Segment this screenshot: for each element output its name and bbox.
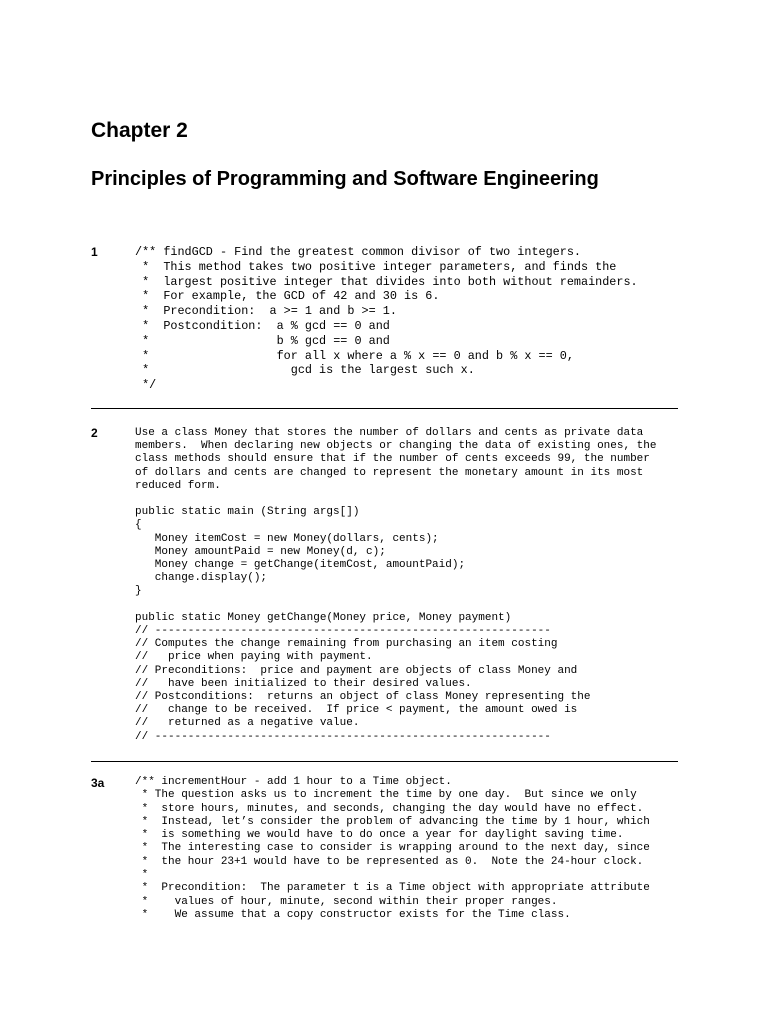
problem-1-number: 1 xyxy=(91,245,98,259)
section-title: Principles of Programming and Software Engineering xyxy=(91,168,599,190)
problem-2-number: 2 xyxy=(91,426,98,440)
chapter-title: Chapter 2 xyxy=(91,119,188,142)
problem-3a-number: 3a xyxy=(91,776,105,790)
problem-1-code: /** findGCD - Find the greatest common divisor of two integers. * This method takes two positive integer parameters, and finds the * largest positive integer that divides into both without remainders. * For example, the GCD of 42 and 30 is 6. * Precondition: a >= 1 and b >= 1. * Postcondition: a % gcd == 0 and * b % gcd == 0 and * for all x where a % x == 0 and b % x == 0, * gcd is the largest such x. */ xyxy=(135,245,638,393)
divider-2 xyxy=(91,761,678,762)
problem-3a-code: /** incrementHour - add 1 hour to a Time object. * The question asks us to increment the time by one day. But since we only * store hours, minutes, and seconds, changing the day would have no effect. * Instead, let’s consider the problem of advancing the time by 1 hour, which * is something we would have to do once a year for daylight saving time. * The interesting case to consider is wrapping around to the next day, since * the hour 23+1 would have to be represented as 0. Note the 24-hour clock. * * Precondition: The parameter t is a Time object with appropriate attribute * values of hour, minute, second within their proper ranges. * We assume that a copy constructor exists for the Time class. xyxy=(135,776,650,921)
problem-2-text: Use a class Money that stores the number of dollars and cents as private data members. When declaring new objects or changing the data of existing ones, the class methods should ensure that if the number of cents exceeds 99, the number of dollars and cents are changed to represent the monetary amount in its most reduced form. public static main (String args[]) { Money itemCost = new Money(dollars, cents); Money amountPaid = new Money(d, c); Money change = getChange(itemCost, amountPaid); change.display(); } public static Money getChange(Money price, Money payment) // ------------------------------------------------------------ // Computes the change remaining from purchasing an item costing // price when paying with payment. // Preconditions: price and payment are objects of class Money and // have been initialized to their desired values. // Postconditions: returns an object of class Money representing the // change to be received. If price < payment, the amount owed is // returned as a negative value. // ------------------------------------------------------------ xyxy=(135,427,657,743)
divider-1 xyxy=(91,408,678,409)
